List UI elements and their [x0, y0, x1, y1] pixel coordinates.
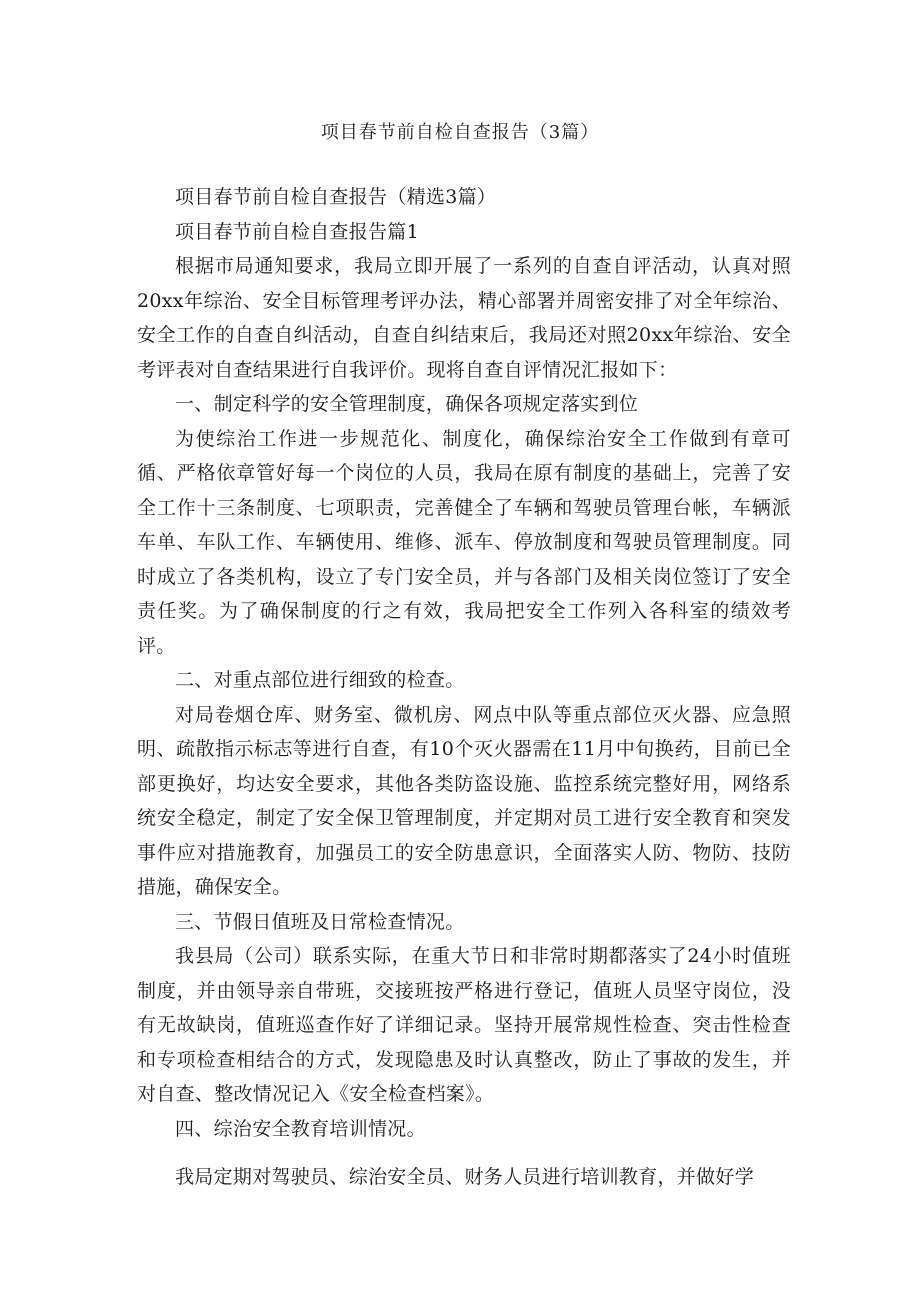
section-heading-4: 四、综治安全教育培训情况。: [175, 1117, 426, 1140]
section-heading-1: 一、制定科学的安全管理制度，确保各项规定落实到位: [175, 393, 639, 415]
paragraph-section-3: 我县局（公司）联系实际，在重大节日和非常时期都落实了24小时值班制度，并由领导亲自带班，交接班按严格进行登记，值班人员坚守岗位，没有无故缺岗，值班巡查作好了详细记录。坚持开展常规性检查、突击性检查和专项检查相结合的方式，发现隐患及时认真整改，防止了事故的发生，并对自查、整改情况记入《安全检查档案》。: [137, 945, 791, 1105]
paragraph-section-1: 为使综治工作进一步规范化、制度化，确保综治安全工作做到有章可循、严格依章管好每一个岗位的人员，我局在原有制度的基础上，完善了安全工作十三条制度、七项职责，完善健全了车辆和驾驶员管理台帐，车辆派车单、车队工作、车辆使用、维修、派车、停放制度和驾驶员管理制度。同时成立了各类机构，设立了专门安全员，并与各部门及相关岗位签订了安全责任奖。为了确保制度的行之有效，我局把安全工作列入各科室的绩效考评。: [137, 427, 791, 657]
document-body: [137, 180, 791, 1195]
chapter-heading: 项目春节前自检自查报告篇1: [175, 220, 419, 243]
document-subtitle: 项目春节前自检自查报告（精选3篇）: [175, 186, 497, 208]
section-heading-2: 二、对重点部位进行细致的检查。: [175, 669, 465, 691]
paragraph-section-2: 对局卷烟仓库、财务室、微机房、网点中队等重点部位灭火器、应急照明、疏散指示标志等进行自查，有10个灭火器需在11月中旬换药，目前已全部更换好，均达安全要求，其他各类防盗设施、监控系统完整好用，网络系统安全稳定，制定了安全保卫管理制度，并定期对员工进行安全教育和突发事件应对措施教育，加强员工的安全防患意识，全面落实人防、物防、技防措施，确保安全。: [137, 703, 791, 898]
paragraph-intro: 根据市局通知要求，我局立即开展了一系列的自查自评活动，认真对照20xx年综治、安全目标管理考评办法，精心部署并周密安排了对全年综治、安全工作的自查自纠活动，自查自纠结束后，我局还对照20xx年综治、安全考评表对自查结果进行自我评价。现将自查自评情况汇报如下：: [137, 255, 791, 381]
document-title: 项目春节前自检自查报告（3篇）: [320, 122, 600, 143]
paragraph-section-4: 我局定期对驾驶员、综治安全员、财务人员进行培训教育，并做好学: [175, 1166, 755, 1188]
section-heading-3: 三、节假日值班及日常检查情况。: [175, 910, 465, 933]
